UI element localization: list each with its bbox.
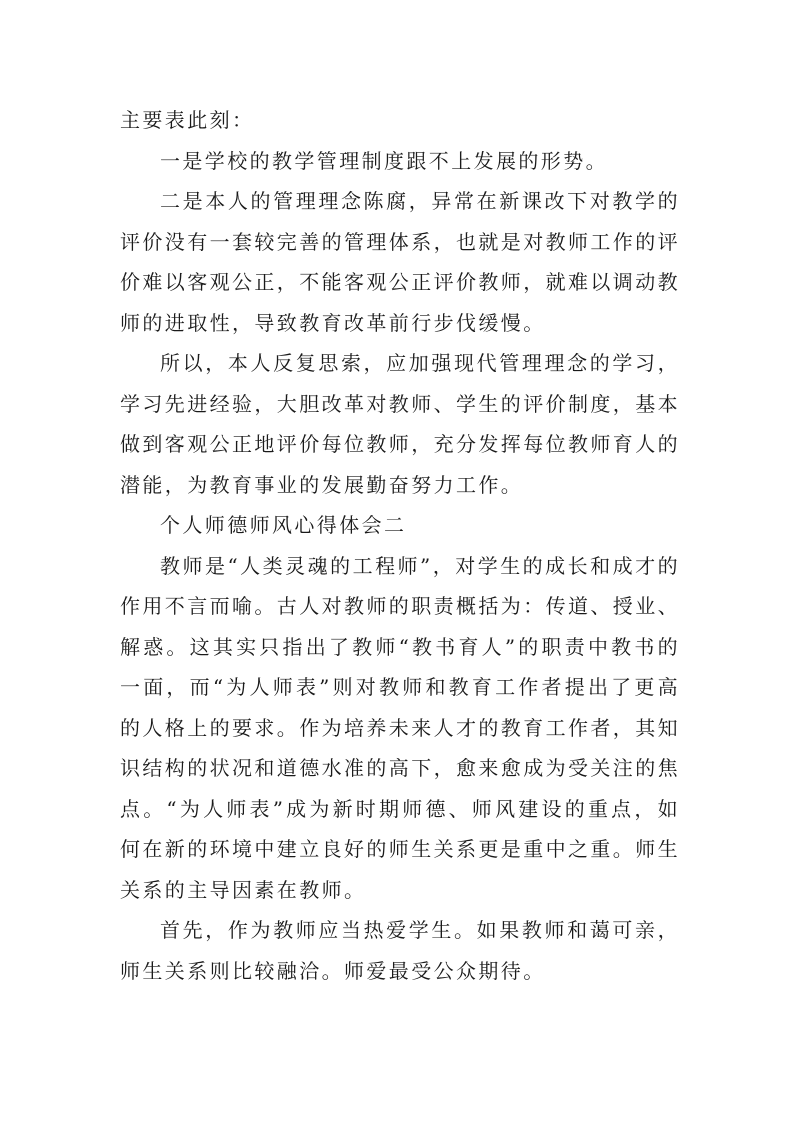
paragraph-intro: 主要表此刻： [120,108,255,132]
paragraph-point-one: 一是学校的教学管理制度跟不上发展的形势。 [160,148,608,173]
paragraph-point-two: 二是本人的管理理念陈腐，异常在新课改下对教学的评价没有一套较完善的管理体系，也就是对教师工作的评价难以客观公正，不能客观公正评价教师，就难以调动教师的进取性，导致教育改革前行步伐缓慢。 [120,189,680,335]
document-body [120,100,680,991]
paragraph-first-point: 首先，作为教师应当热爱学生。如果教师和蔼可亲，师生关系则比较融洽。师爱最受公众期待。 [120,918,680,983]
paragraph-conclusion: 所以，本人反复思索，应加强现代管理理念的学习，学习先进经验，大胆改革对教师、学生的评价制度，基本做到客观公正地评价每位教师，充分发挥每位教师育人的潜能，为教育事业的发展勤奋努力工作。 [120,351,680,497]
section-heading: 个人师德师风心得体会二 [160,513,407,537]
paragraph-teacher-role: 教师是“人类灵魂的工程师”，对学生的成长和成才的作用不言而喻。古人对教师的职责概括为：传道、授业、解惑。这其实只指出了教师“教书育人”的职责中教书的一面，而“为人师表”则对教师和教育工作者提出了更高的人格上的要求。作为培养未来人才的教育工作者，其知识结构的状况和道德水准的高下，愈来愈成为受关注的焦点。“为人师表”成为新时期师德、师风建设的重点，如何在新的环境中建立良好的师生关系更是重中之重。师生关系的主导因素在教师。 [120,553,680,902]
